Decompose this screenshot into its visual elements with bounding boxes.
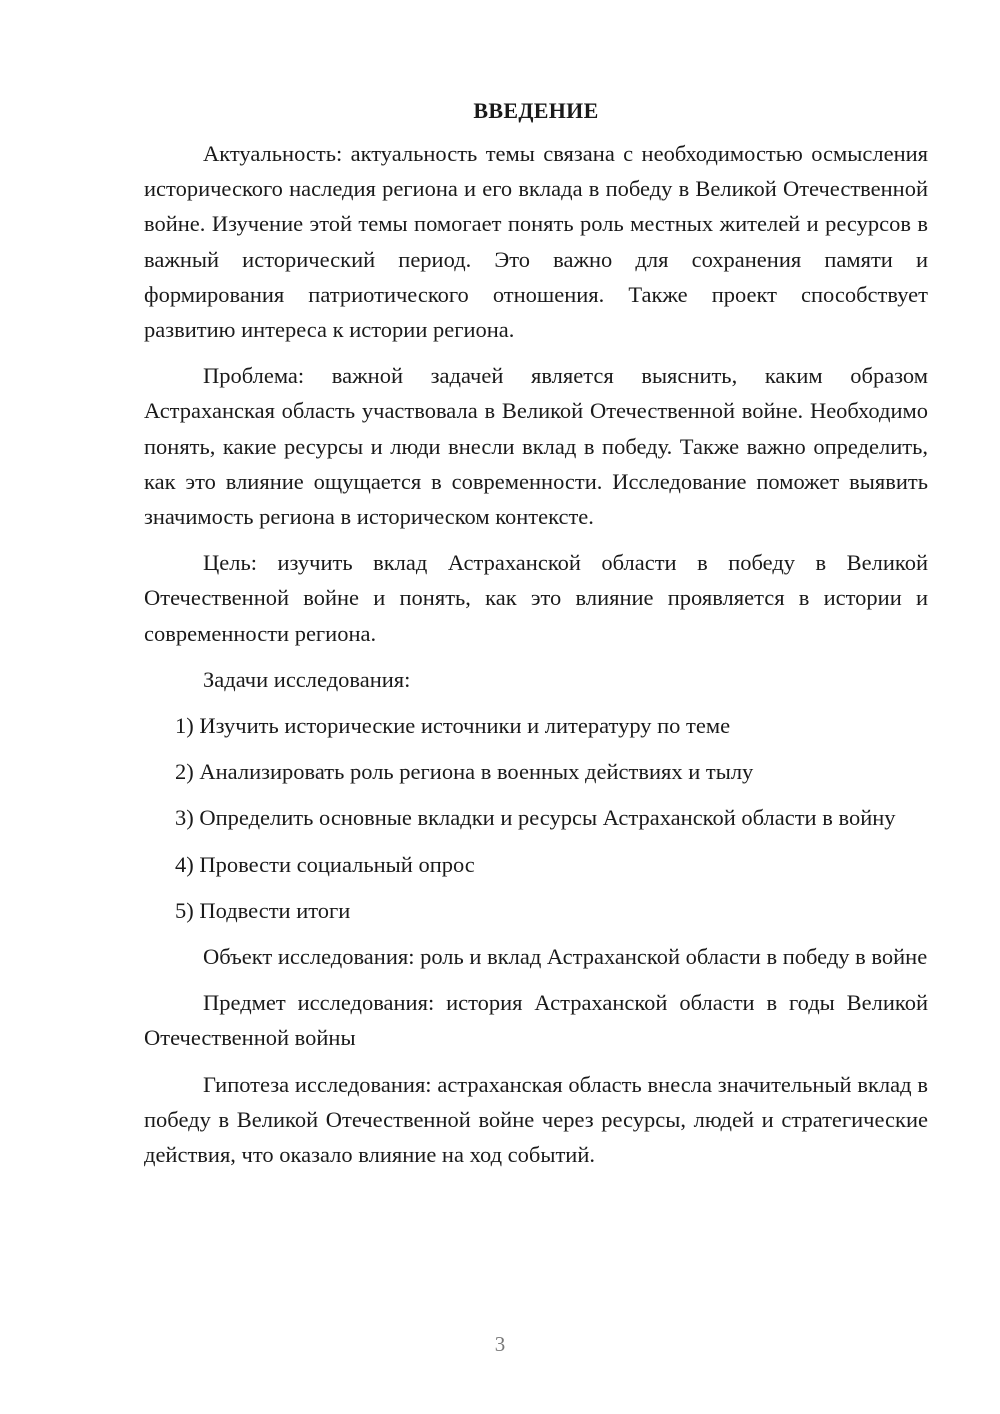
paragraph-spacer [144, 882, 928, 893]
task-item-5: 5) Подвести итоги [175, 897, 351, 923]
paragraph-spacer [144, 651, 928, 662]
paragraph-spacer [144, 836, 928, 847]
paragraph-spacer [144, 534, 928, 545]
paragraph-spacer [144, 789, 928, 800]
task-item-4: 4) Провести социальный опрос [175, 851, 475, 877]
paragraph-spacer [144, 743, 928, 754]
object-paragraph: Объект исследования: роль и вклад Астраханской области в победу в войне [203, 944, 928, 970]
task-item-3: 3) Определить основные вкладки и ресурсы Астраханской области в войну [175, 805, 896, 831]
hypothesis-paragraph: Гипотеза исследования: астраханская область внесла значительный вклад в победу в Великой Отечественной войне через ресурсы, людей и стратегические действия, что оказало влияние на ход событий. [144, 1071, 928, 1168]
paragraph-spacer [144, 928, 928, 939]
goal-paragraph: Цель: изучить вклад Астраханской области в победу в Великой Отечественной войне и понять, как это влияние проявляется в истории и современности региона. [144, 550, 928, 646]
section-title: ВВЕДЕНИЕ [473, 98, 599, 123]
task-item-1: 1) Изучить исторические источники и литературу по теме [175, 713, 731, 739]
task-item-2: 2) Анализировать роль региона в военных действиях и тылу [175, 759, 754, 785]
problem-paragraph: Проблема: важной задачей является выяснить, каким образом Астраханская область участвовала в Великой Отечественной войне. Необходимо понять, какие ресурсы и люди внесли вклад в победу. Также важно определить, как это влияние ощущается в современности. Исследование поможет выявить значимость региона в историческом контексте. [144, 363, 928, 530]
paragraph-spacer [144, 347, 928, 358]
tasks-heading: Задачи исследования: [203, 666, 411, 692]
subject-paragraph: Предмет исследования: история Астраханской области в годы Великой Отечественной войны [144, 990, 928, 1051]
relevance-paragraph: Актуальность: актуальность темы связана с необходимостью осмысления исторического наследия региона и его вклада в победу в Великой Отечественной войне. Изучение этой темы помогает понять роль местных жителей и ресурсов в важный исторический период. Это важно для сохранения памяти и формирования патриотического отношения. Также проект способствует развитию интереса к истории региона. [144, 141, 928, 343]
document-page [144, 94, 928, 1172]
paragraph-spacer [144, 697, 928, 708]
paragraph-spacer [144, 974, 928, 985]
paragraph-spacer [144, 1056, 928, 1067]
page-number: 3 [494, 1332, 506, 1356]
